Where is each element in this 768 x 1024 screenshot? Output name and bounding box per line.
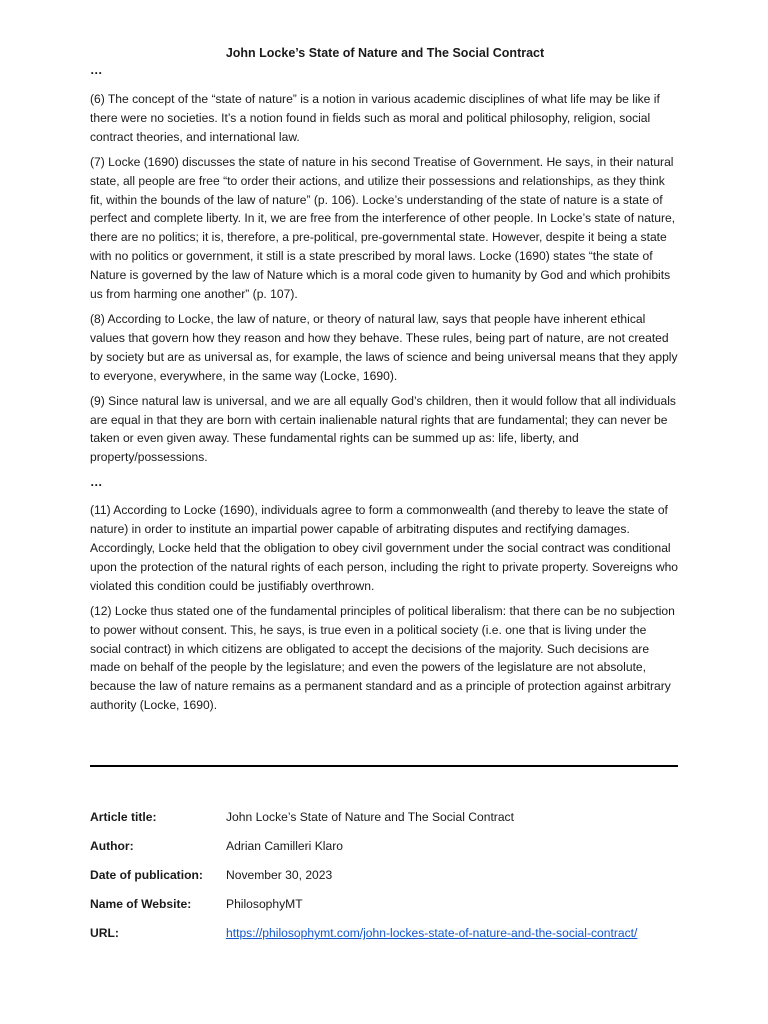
citation-row-date [90, 866, 690, 895]
citation-row-url [90, 924, 690, 953]
website-label: Name of Website: [90, 897, 192, 911]
website-value: PhilosophyMT [226, 897, 303, 911]
citation-row-author [90, 837, 690, 866]
citation-row-article-title [90, 808, 690, 837]
url-link[interactable]: https://philosophymt.com/john-lockes-state-of-nature-and-the-social-contract/ [226, 926, 638, 940]
url-label: URL: [90, 926, 119, 940]
horizontal-divider [90, 765, 678, 767]
author-value: Adrian Camilleri Klaro [226, 839, 343, 853]
document-body [90, 44, 680, 721]
ellipsis-mid: … [90, 475, 103, 490]
date-value: November 30, 2023 [226, 868, 333, 882]
paragraph-6: (6) The concept of the “state of nature” is a notion in various academic disciplines of what life may be like if there were no societies. It’s a notion found in fields such as moral and political philosophy, religion, social contract theories, and international law. [90, 92, 660, 144]
paragraph-8: (8) According to Locke, the law of nature, or theory of natural law, says that people have inherent ethical values that govern how they reason and how they behave. These rules, being part of nature, are not created by society but are as universal as, for example, the laws of science and being universal means that they apply to everyone, everywhere, in the same way (Locke, 1690). [90, 311, 678, 383]
citation-block [90, 808, 690, 953]
paragraph-7: (7) Locke (1690) discusses the state of nature in his second Treatise of Government. He says, in their natural state, all people are free “to order their actions, and utilize their possessions and relationships, as they think fit, within the bounds of the law of nature” (p. 106). Locke’s understanding of the state of nature is a state of perfect and complete liberty. In it, we are free from the interference of other people. In Locke’s state of nature, there are no politics; it is, therefore, a pre-political, pre-governmental state. However, despite it being a state with no politics or government, it still is a state prescribed by moral laws. Locke (1690) states “the state of Nature is governed by the law of Nature which is a moral code given to humanity by God and which prohibits us from harming one another” (p. 107). [90, 154, 676, 302]
citation-row-website [90, 895, 690, 924]
paragraph-12: (12) Locke thus stated one of the fundamental principles of political liberalism: that there can be no subjection to power without consent. This, he says, is true even in a political society (i.e. one that is living under the social contract) in which citizens are obligated to accept the decisions of the majority. Such decisions are made on behalf of the people by the legislature; and even the powers of the legislature are not absolute, because the law of nature remains as a permanent standard and as a principle of protection against arbitrary authority (Locke, 1690). [90, 603, 675, 713]
document-title: John Locke’s State of Nature and The Social Contract [225, 46, 545, 60]
date-label: Date of publication: [90, 868, 203, 882]
ellipsis-top: … [90, 63, 103, 77]
article-title-value: John Locke’s State of Nature and The Social Contract [226, 810, 514, 824]
author-label: Author: [90, 839, 134, 853]
article-title-label: Article title: [90, 810, 157, 824]
paragraph-9: (9) Since natural law is universal, and we are all equally God’s children, then it would follow that all individuals are equal in that they are born with certain inalienable natural rights that are fundamental; they can never be taken or even given away. These fundamental rights can be summed up as: life, liberty, and property/possessions. [90, 393, 676, 465]
paragraph-11: (11) According to Locke (1690), individuals agree to form a commonwealth (and thereby to leave the state of nature) in order to institute an impartial power capable of arbitrating disputes and rectifying damages. Accordingly, Locke held that the obligation to obey civil government under the social contract was conditional upon the protection of the natural rights of each person, including the right to private property. Sovereigns who violated this condition could be justifiably overthrown. [90, 503, 679, 593]
